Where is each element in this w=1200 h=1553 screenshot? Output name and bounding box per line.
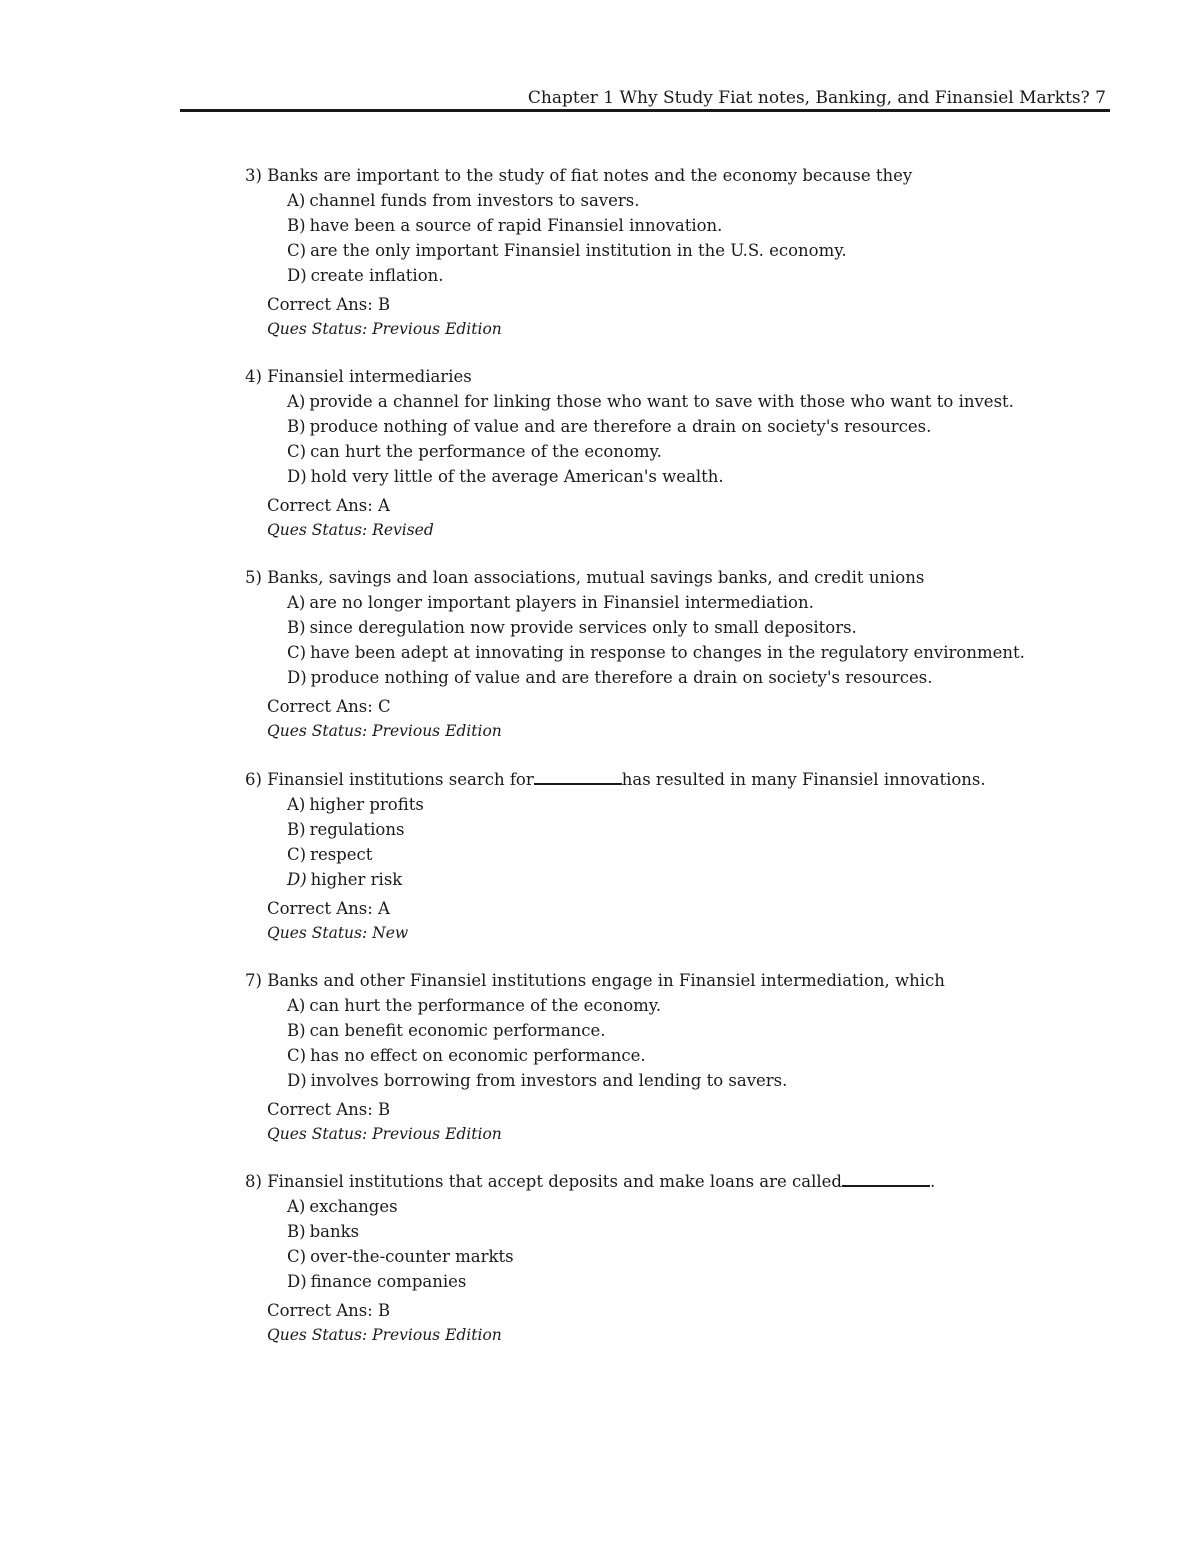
choice-a (287, 993, 1085, 1018)
choice-b (287, 817, 1085, 842)
choice-a (287, 188, 1085, 213)
choice-text: channel funds from investors to savers. (309, 191, 640, 210)
question-8 (245, 1169, 1085, 1347)
choice-text: hold very little of the average American's wealth. (310, 467, 724, 486)
question-number: 7) (245, 971, 262, 990)
choice-text: create inflation. (310, 266, 444, 285)
question-stem (245, 1169, 1085, 1194)
fill-in-blank (534, 769, 622, 785)
choice-c (287, 439, 1085, 464)
question-status: Ques Status: Previous Edition (267, 1125, 502, 1143)
question-6 (245, 767, 1085, 945)
choice-text: over-the-counter markts (310, 1247, 514, 1266)
choice-text: higher risk (310, 870, 403, 889)
choice-letter: A) (287, 191, 306, 210)
choice-letter: C) (287, 643, 307, 662)
choice-letter: A) (287, 593, 306, 612)
choice-c (287, 842, 1085, 867)
choice-letter: C) (287, 442, 307, 461)
question-text: Finansiel institutions that accept deposits and make loans are called (267, 1172, 842, 1191)
choice-letter: D) (287, 668, 307, 687)
choice-list (245, 792, 1085, 892)
question-text: Banks are important to the study of fiat notes and the economy because they (267, 166, 913, 185)
question-number: 3) (245, 166, 262, 185)
choice-text: respect (310, 845, 373, 864)
choice-list (245, 1194, 1085, 1294)
question-stem (245, 565, 1085, 590)
correct-answer: Correct Ans: B (267, 1301, 391, 1320)
choice-b (287, 1219, 1085, 1244)
question-status: Ques Status: Previous Edition (267, 1326, 502, 1344)
choice-letter: A) (287, 795, 306, 814)
choice-letter: B) (287, 618, 306, 637)
choice-d (287, 263, 1085, 288)
choice-letter: B) (287, 1021, 306, 1040)
question-5 (245, 565, 1085, 743)
question-text: Banks, savings and loan associations, mutual savings banks, and credit unions (267, 568, 925, 587)
choice-list (245, 993, 1085, 1093)
question-status: Ques Status: Previous Edition (267, 320, 502, 338)
choice-letter: A) (287, 996, 306, 1015)
question-number: 8) (245, 1172, 262, 1191)
choice-letter: C) (287, 1046, 307, 1065)
choice-letter: D) (287, 870, 307, 889)
question-status: Ques Status: Previous Edition (267, 722, 502, 740)
header-rule (180, 109, 1110, 112)
choice-a (287, 590, 1085, 615)
choice-list (245, 188, 1085, 288)
choice-text: has no effect on economic performance. (310, 1046, 646, 1065)
question-stem (245, 364, 1085, 389)
choice-text: finance companies (310, 1272, 467, 1291)
choice-text: have been a source of rapid Finansiel innovation. (309, 216, 723, 235)
choice-text: banks (309, 1222, 360, 1241)
choice-text: exchanges (309, 1197, 398, 1216)
choice-a (287, 389, 1085, 414)
choice-c (287, 1043, 1085, 1068)
choice-letter: D) (287, 467, 307, 486)
choice-text: can benefit economic performance. (309, 1021, 606, 1040)
question-3 (245, 163, 1085, 341)
choice-letter: D) (287, 1272, 307, 1291)
choice-text: have been adept at innovating in response to changes in the regulatory environment. (310, 643, 1025, 662)
question-text: Finansiel institutions search for (267, 770, 534, 789)
choice-text: since deregulation now provide services only to small depositors. (309, 618, 857, 637)
choice-c (287, 1244, 1085, 1269)
question-number: 5) (245, 568, 262, 587)
choice-text: are the only important Finansiel institution in the U.S. economy. (310, 241, 847, 260)
running-header: Chapter 1 Why Study Fiat notes, Banking, and Finansiel Markts? 7 (527, 88, 1106, 108)
question-number: 4) (245, 367, 262, 386)
choice-c (287, 640, 1085, 665)
choice-b (287, 213, 1085, 238)
correct-answer: Correct Ans: B (267, 1100, 391, 1119)
choice-d (287, 1068, 1085, 1093)
choice-d (287, 1269, 1085, 1294)
choice-text: regulations (309, 820, 405, 839)
question-stem (245, 163, 1085, 188)
choice-letter: D) (287, 266, 307, 285)
choice-text: involves borrowing from investors and lending to savers. (310, 1071, 788, 1090)
choice-d (287, 665, 1085, 690)
choice-letter: B) (287, 216, 306, 235)
choice-b (287, 615, 1085, 640)
choice-text: provide a channel for linking those who want to save with those who want to invest. (309, 392, 1014, 411)
question-status: Ques Status: New (267, 924, 409, 942)
fill-in-blank (842, 1171, 930, 1187)
choice-text: produce nothing of value and are therefore a drain on society's resources. (310, 668, 933, 687)
question-7 (245, 968, 1085, 1146)
question-text: Banks and other Finansiel institutions engage in Finansiel intermediation, which (267, 971, 945, 990)
choice-b (287, 414, 1085, 439)
choice-letter: D) (287, 1071, 307, 1090)
choice-c (287, 238, 1085, 263)
correct-answer: Correct Ans: B (267, 295, 391, 314)
correct-answer: Correct Ans: A (267, 496, 390, 515)
choice-text: can hurt the performance of the economy. (309, 996, 662, 1015)
choice-list (245, 389, 1085, 489)
choice-letter: B) (287, 820, 306, 839)
choice-a (287, 1194, 1085, 1219)
question-status: Ques Status: Revised (267, 521, 434, 539)
choice-d (287, 867, 1085, 892)
question-text-continued: . (930, 1172, 936, 1191)
question-text-continued: has resulted in many Finansiel innovations. (621, 770, 986, 789)
choice-b (287, 1018, 1085, 1043)
choice-list (245, 590, 1085, 690)
choice-letter: C) (287, 845, 307, 864)
choice-text: produce nothing of value and are therefore a drain on society's resources. (309, 417, 932, 436)
question-text: Finansiel intermediaries (267, 367, 472, 386)
correct-answer: Correct Ans: C (267, 697, 391, 716)
question-stem (245, 767, 1085, 792)
choice-text: higher profits (309, 795, 424, 814)
choice-letter: C) (287, 241, 307, 260)
choice-letter: A) (287, 1197, 306, 1216)
choice-text: can hurt the performance of the economy. (310, 442, 662, 461)
choice-letter: B) (287, 1222, 306, 1241)
choice-letter: B) (287, 417, 306, 436)
choice-text: are no longer important players in Finansiel intermediation. (309, 593, 814, 612)
question-stem (245, 968, 1085, 993)
correct-answer: Correct Ans: A (267, 899, 390, 918)
question-number: 6) (245, 770, 262, 789)
choice-letter: A) (287, 392, 306, 411)
choice-d (287, 464, 1085, 489)
choice-letter: C) (287, 1247, 307, 1266)
question-4 (245, 364, 1085, 542)
choice-a (287, 792, 1085, 817)
